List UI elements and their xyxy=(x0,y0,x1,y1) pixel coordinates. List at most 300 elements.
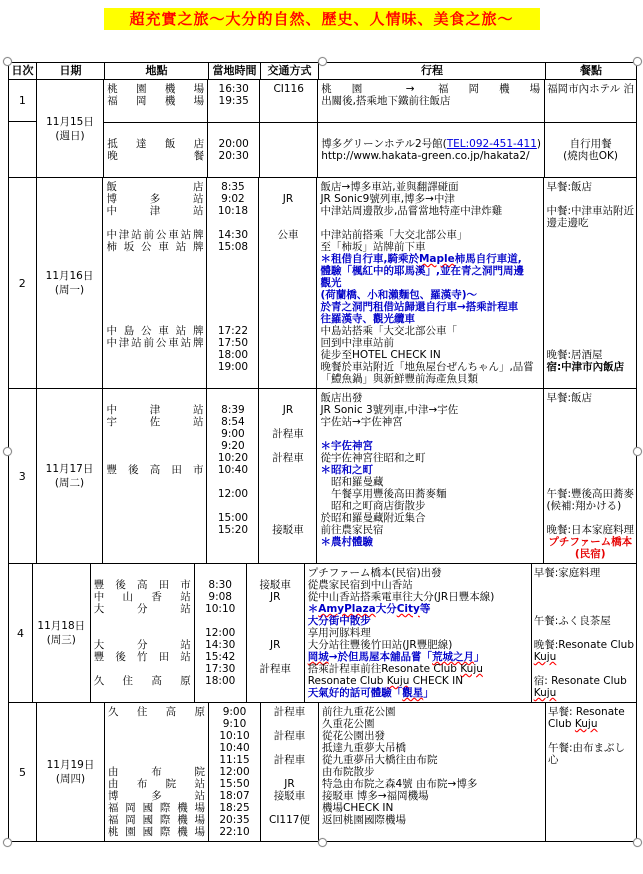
transport-cell xyxy=(247,564,305,702)
day-section xyxy=(91,564,636,702)
time-line xyxy=(208,162,259,174)
text-segment: ＊租借自行車,騎乘於 xyxy=(320,253,419,265)
transport-line xyxy=(247,603,304,615)
itinerary-line: 桃園 → 福岡機場 xyxy=(321,83,541,95)
location-line: 大分站 xyxy=(93,603,191,615)
itinerary-line xyxy=(305,687,531,699)
meal-line xyxy=(532,591,636,603)
location-line: 中津站 xyxy=(106,205,204,217)
time-line xyxy=(195,687,246,699)
transport-line xyxy=(259,337,316,349)
time-line xyxy=(207,500,258,512)
transport-line xyxy=(259,488,316,500)
transport-line xyxy=(260,150,317,162)
text-segment: CHECK IN xyxy=(409,675,464,687)
time-line xyxy=(207,548,258,560)
itinerary-line: 從農家民宿到中山香站 xyxy=(307,579,413,591)
meal-line: (候補:翔かける) xyxy=(546,500,622,512)
meal-line: 午餐:由布まぶし xyxy=(548,742,626,754)
time-line: 9:08 xyxy=(208,591,232,603)
transport-line xyxy=(247,615,304,627)
time-line: 12:00 xyxy=(219,766,250,778)
transport-line xyxy=(259,205,316,217)
itinerary-line: JR Sonic 3號列車,中津→宇佐 xyxy=(320,404,459,416)
location-line: 桃園國際機場 xyxy=(108,826,205,838)
transport-line xyxy=(259,325,316,337)
time-line: 19:35 xyxy=(218,95,249,107)
text-segment: 岡城 xyxy=(307,651,329,663)
time-line: 12:00 xyxy=(205,627,236,639)
time-cell xyxy=(208,80,260,122)
itinerary-line: 前往九重花公園 xyxy=(322,706,396,718)
transport-cell xyxy=(261,703,319,841)
location-line: 中津站前公車站牌 xyxy=(106,337,204,349)
location-line xyxy=(103,500,206,512)
itinerary-cell xyxy=(318,80,545,122)
itinerary-line: 中津站前搭乘「大交北部公車」 xyxy=(320,229,468,241)
meal-line: 晚餐:Resonate Club xyxy=(533,639,634,651)
text-segment: Resonate Club xyxy=(307,675,387,687)
resize-handle-bottom-left[interactable] xyxy=(3,838,12,847)
itinerary-line: 抵達九重夢大吊橋 xyxy=(322,742,406,754)
time-line xyxy=(207,253,258,265)
location-line: 豐後高田市 xyxy=(93,579,191,591)
meal-line xyxy=(546,790,636,802)
text-segment: (民宿) xyxy=(574,548,606,560)
transport-line xyxy=(247,567,304,579)
itinerary-line: 飯店→博多車站,並與翻譯碰面 xyxy=(320,181,459,193)
transport-line: 公車 xyxy=(277,229,299,241)
date-cell xyxy=(33,564,91,702)
itinerary-line: 飯店出發 xyxy=(320,392,363,404)
location-line xyxy=(103,440,206,452)
itinerary-line: 回到中津車站前 xyxy=(320,337,394,349)
location-line: 宇佐站 xyxy=(106,416,204,428)
time-line: 18:07 xyxy=(219,790,250,802)
location-line: 中山香站 xyxy=(93,591,191,603)
day-row xyxy=(9,178,636,389)
text-segment: 」 xyxy=(474,651,485,663)
itinerary-line xyxy=(317,265,543,277)
time-line: 15:42 xyxy=(205,651,236,663)
itinerary-line xyxy=(305,615,531,627)
meal-line: 晚餐:居酒屋 xyxy=(546,349,603,361)
location-line: 久住高原 xyxy=(93,675,191,687)
transport-line xyxy=(261,742,318,754)
meal-line: 自行用餐 xyxy=(569,138,612,150)
text-segment: 大分街中散步 xyxy=(307,615,371,627)
itinerary-line: 出關後,搭乘地下鐵前往飯店 xyxy=(321,95,451,107)
day-body xyxy=(103,389,636,563)
text-segment: プチファーム橋本 xyxy=(548,536,633,548)
itinerary-cell xyxy=(318,123,545,177)
time-line: 20:30 xyxy=(218,150,249,162)
transport-line: 計程車 xyxy=(273,730,306,742)
location-line xyxy=(103,373,206,385)
date-line: (週日) xyxy=(55,129,85,142)
text-segment: Maple xyxy=(418,253,455,265)
location-line xyxy=(105,730,208,742)
transport-line xyxy=(259,464,316,476)
location-line: 豐後竹田站 xyxy=(93,651,191,663)
text-segment: ＊農村體驗 xyxy=(320,536,373,548)
time-line xyxy=(195,567,246,579)
itinerary-line xyxy=(318,162,544,174)
transport-line xyxy=(261,802,318,814)
text-segment: Kuju xyxy=(574,718,598,730)
text-segment: ) xyxy=(536,138,541,150)
itinerary-line xyxy=(319,826,545,838)
transport-line xyxy=(260,162,317,174)
text-segment: (荷蘭橋、小和瀨麵包、羅漢寺)～ xyxy=(320,289,478,301)
location-line xyxy=(103,277,206,289)
meal-line xyxy=(532,603,636,615)
meal-line xyxy=(545,126,636,138)
meal-line xyxy=(544,361,636,373)
itinerary-line: 「鱧魚鍋」與新鮮豐前海產魚貝類 xyxy=(320,373,478,385)
meal-line xyxy=(544,416,636,428)
location-line: 抵達飯店 xyxy=(107,138,205,150)
transport-line: 計程車 xyxy=(259,663,291,675)
transport-line xyxy=(259,265,316,277)
date-cell xyxy=(37,703,105,841)
time-line xyxy=(207,217,258,229)
itinerary-line xyxy=(317,313,543,325)
itinerary-cell xyxy=(317,389,544,563)
meal-line xyxy=(544,536,636,548)
itinerary-line: 昭和之町商店街散步 xyxy=(320,500,426,512)
meal-line xyxy=(544,241,636,253)
time-line xyxy=(207,313,258,325)
itinerary-line: 特急由布院之森4號 由布院→博多 xyxy=(322,778,478,790)
time-cell xyxy=(208,123,260,177)
transport-line: JR xyxy=(282,193,294,205)
table-header-cell-5: 交通方式 xyxy=(261,63,319,79)
meal-line xyxy=(545,162,636,174)
time-line: 10:10 xyxy=(205,603,236,615)
itinerary-line xyxy=(317,289,543,301)
itinerary-line: 於昭和羅曼藏附近集合 xyxy=(320,512,426,524)
time-line xyxy=(207,265,258,277)
transport-line xyxy=(259,440,316,452)
meal-line: 早餐:飯店 xyxy=(546,181,592,193)
time-line: 17:22 xyxy=(217,325,249,337)
day-number: 3 xyxy=(18,469,26,483)
itinerary-line: 至「柿坂」站牌前下車 xyxy=(320,241,426,253)
location-line xyxy=(103,476,206,488)
location-line xyxy=(103,512,206,524)
itinerary-line xyxy=(305,651,531,663)
transport-line xyxy=(259,313,316,325)
itinerary-cell xyxy=(319,703,546,841)
meal-line: 邊走邊吃 xyxy=(546,217,589,229)
transport-cell xyxy=(260,80,318,122)
location-line xyxy=(103,428,206,440)
location-cell xyxy=(104,80,208,122)
meal-cell xyxy=(545,80,636,122)
transport-line: CI116 xyxy=(273,83,304,95)
meal-line xyxy=(546,814,636,826)
location-line: 大分站 xyxy=(93,639,191,651)
itinerary-line: 晚餐於車站附近「地魚屋台ぜんちゃん」,品嘗 xyxy=(320,361,534,373)
time-line: 17:30 xyxy=(205,663,236,675)
meal-line xyxy=(544,229,636,241)
transport-line xyxy=(259,416,316,428)
location-cell xyxy=(91,564,195,702)
meal-line: 晚餐:日本家庭料理 xyxy=(546,524,634,536)
transport-line xyxy=(259,500,316,512)
resize-handle-middle-right[interactable] xyxy=(633,447,642,456)
itinerary-line: http://www.hakata-green.co.jp/hakata2/ xyxy=(321,150,530,162)
meal-line xyxy=(544,404,636,416)
meal-cell xyxy=(546,703,636,841)
itinerary-line xyxy=(317,464,543,476)
itinerary-line xyxy=(317,536,543,548)
time-line: 8:54 xyxy=(221,416,245,428)
location-line xyxy=(105,718,208,730)
transport-line xyxy=(261,718,318,730)
time-line: 10:40 xyxy=(217,464,249,476)
transport-line xyxy=(259,512,316,524)
location-line xyxy=(105,754,208,766)
time-line: 18:00 xyxy=(205,675,236,687)
time-line: 14:30 xyxy=(217,229,249,241)
meal-line xyxy=(544,428,636,440)
transport-line: 接駁車 xyxy=(273,790,306,802)
itinerary-line: 從九重夢吊大橋往由布院 xyxy=(322,754,438,766)
transport-line xyxy=(259,361,316,373)
itinerary-line: 接駁車 博多→福岡機場 xyxy=(322,790,429,802)
meal-line xyxy=(544,373,636,385)
text-segment: Club xyxy=(548,718,575,730)
itinerary-line: 機場CHECK IN xyxy=(322,802,394,814)
itinerary-line xyxy=(317,217,543,229)
text-segment: Kuju xyxy=(386,675,410,687)
time-line: 10:10 xyxy=(219,730,250,742)
meal-line xyxy=(544,512,636,524)
text-segment: 體驗「楓紅中的耶馬溪」,並在青之洞門周邊 xyxy=(320,265,524,277)
transport-line: 計程車 xyxy=(272,428,304,440)
meal-line xyxy=(546,802,636,814)
time-line: 10:40 xyxy=(219,742,250,754)
resize-handle-bottom-middle[interactable] xyxy=(318,838,327,847)
meal-line xyxy=(544,301,636,313)
itinerary-line xyxy=(317,301,543,313)
meal-line: 宿: Resonate Club xyxy=(533,675,627,687)
text-segment: 柿馬自行車道, xyxy=(454,253,522,265)
location-line: 福岡國際機場 xyxy=(108,802,205,814)
date-cell xyxy=(37,178,104,388)
location-line xyxy=(103,524,206,536)
time-line: 17:50 xyxy=(217,337,249,349)
text-segment: 等 xyxy=(419,603,431,615)
date-cell xyxy=(37,80,104,177)
time-cell xyxy=(195,564,247,702)
time-line: 10:18 xyxy=(217,205,249,217)
resize-handle-middle-left[interactable] xyxy=(3,447,12,456)
text-segment: 觀星 xyxy=(402,687,424,699)
text-segment: 觀光 xyxy=(320,277,342,289)
meal-line xyxy=(544,337,636,349)
transport-line: 計程車 xyxy=(272,452,304,464)
time-line: 18:00 xyxy=(217,349,249,361)
transport-line xyxy=(247,651,304,663)
meal-cell xyxy=(532,564,636,702)
meal-line xyxy=(532,663,636,675)
location-line: 飯店 xyxy=(106,181,204,193)
itinerary-line xyxy=(305,663,531,675)
location-line: 久住高原 xyxy=(108,706,205,718)
time-line: 15:08 xyxy=(217,241,249,253)
time-line: 20:35 xyxy=(219,814,250,826)
resize-handle-bottom-right[interactable] xyxy=(633,838,642,847)
itinerary-line xyxy=(305,603,531,615)
time-line: 15:00 xyxy=(217,512,249,524)
day-number-cell xyxy=(9,389,37,563)
resize-handle-top-middle[interactable] xyxy=(318,57,327,66)
transport-line: 接駁車 xyxy=(259,579,291,591)
time-line: 10:20 xyxy=(217,452,249,464)
time-line: 8:39 xyxy=(221,404,245,416)
time-line xyxy=(207,392,258,404)
transport-line xyxy=(259,289,316,301)
meal-line xyxy=(532,627,636,639)
itinerary-line xyxy=(317,277,543,289)
text-segment: 宿:中津市內飯店 xyxy=(546,361,625,373)
day-number-cell xyxy=(9,703,37,841)
itinerary-line: 從花公園出發 xyxy=(322,730,385,742)
meal-line xyxy=(544,464,636,476)
day-body xyxy=(104,80,636,177)
itinerary-line: 徒步至HOTEL CHECK IN xyxy=(320,349,441,361)
day-body xyxy=(91,564,636,702)
transport-line: JR xyxy=(270,591,281,603)
location-line: 由布院站 xyxy=(108,778,205,790)
transport-line: 計程車 xyxy=(273,706,306,718)
location-line xyxy=(91,567,194,579)
transport-cell xyxy=(259,389,317,563)
transport-line xyxy=(259,548,316,560)
table-header-cell-6: 行程 xyxy=(319,63,546,79)
day-number-cell xyxy=(9,178,37,388)
text-segment: 」 xyxy=(423,687,434,699)
meal-line: 福岡市內ホテル 泊 xyxy=(547,83,634,95)
location-line xyxy=(103,548,206,560)
transport-line xyxy=(259,217,316,229)
time-line: 9:20 xyxy=(221,440,245,452)
meal-line: 心 xyxy=(548,754,559,766)
day-number: 4 xyxy=(16,626,24,640)
itinerary-line: 久重花公園 xyxy=(322,718,375,730)
meal-line xyxy=(544,476,636,488)
day-row xyxy=(9,389,636,564)
transport-cell xyxy=(259,178,317,388)
meal-line xyxy=(546,826,636,838)
time-line: 15:20 xyxy=(217,524,249,536)
text-segment: City xyxy=(396,603,420,615)
location-line xyxy=(103,253,206,265)
resize-handle-top-right[interactable] xyxy=(633,57,642,66)
location-cell xyxy=(105,703,209,841)
time-line: 15:50 xyxy=(219,778,250,790)
meal-line xyxy=(532,651,636,663)
day-row xyxy=(9,564,636,703)
location-line xyxy=(91,615,194,627)
text-segment: 於青之洞門租借站歸還自行車→搭乘計程車 xyxy=(320,301,519,313)
location-line xyxy=(104,107,207,119)
day-body xyxy=(103,178,636,388)
time-line: 20:00 xyxy=(218,138,249,150)
itinerary-line: 宇佐站→宇佐神宮 xyxy=(320,416,403,428)
itinerary-line xyxy=(318,107,544,119)
text-segment: Kuju xyxy=(533,687,557,699)
day-row xyxy=(9,703,636,841)
location-line xyxy=(103,536,206,548)
meal-line xyxy=(544,452,636,464)
time-line: 16:30 xyxy=(218,83,249,95)
day-number-spacer xyxy=(9,122,36,177)
text-segment: 搭乘計程車前往Resonate Club xyxy=(307,663,461,675)
location-line xyxy=(103,452,206,464)
time-line xyxy=(207,289,258,301)
resize-handle-top-left[interactable] xyxy=(3,57,12,66)
itinerary-line: 大分站往豐後竹田站(JR豐肥線) xyxy=(307,639,453,651)
location-line xyxy=(103,488,206,500)
itinerary-line xyxy=(318,126,544,138)
date-line: 11月17日 xyxy=(45,463,94,475)
location-line xyxy=(103,313,206,325)
time-line: 12:00 xyxy=(217,488,249,500)
itinerary-line: 中島站搭乘「大交北部公車「 xyxy=(320,325,457,337)
day-number: 5 xyxy=(19,765,26,779)
transport-line xyxy=(259,349,316,361)
itinerary-cell xyxy=(317,178,544,388)
transport-line: JR xyxy=(270,639,281,651)
transport-line: 接駁車 xyxy=(272,524,304,536)
date-line: 11月18日 xyxy=(37,620,86,632)
text-segment: 大分 xyxy=(375,603,397,615)
location-line: 由布院 xyxy=(108,766,205,778)
text-segment: 荒城之月 xyxy=(432,651,475,663)
time-cell xyxy=(209,703,261,841)
transport-line xyxy=(259,476,316,488)
itinerary-line: 從宇佐神宮往昭和之町 xyxy=(320,452,426,464)
day-section xyxy=(104,80,636,123)
tel-link[interactable]: TEL:092-451-411 xyxy=(446,138,537,150)
meal-line xyxy=(546,718,636,730)
time-cell xyxy=(207,178,259,388)
table-header-cell-4: 當地時間 xyxy=(209,63,261,79)
day-section xyxy=(103,178,636,388)
transport-line: 計程車 xyxy=(273,754,306,766)
meal-line xyxy=(546,766,636,778)
text-segment: Kuju xyxy=(533,651,557,663)
text-segment: 天氣好的話可體驗「 xyxy=(307,687,403,699)
transport-line: JR xyxy=(282,404,294,416)
text-segment: ＊宇佐神宮 xyxy=(320,440,373,452)
itinerary-table-wrap xyxy=(8,62,637,842)
location-line: 桃園機場 xyxy=(107,83,205,95)
time-line: 14:30 xyxy=(205,639,236,651)
text-segment: Kuju xyxy=(460,663,483,675)
itinerary-line: 午餐享用豐後高田蕎麥麵 xyxy=(320,488,447,500)
itinerary-line xyxy=(317,440,543,452)
location-line xyxy=(104,126,207,138)
location-line xyxy=(91,687,194,699)
day-section xyxy=(103,389,636,563)
meal-line xyxy=(544,325,636,337)
transport-line: JR xyxy=(284,778,295,790)
